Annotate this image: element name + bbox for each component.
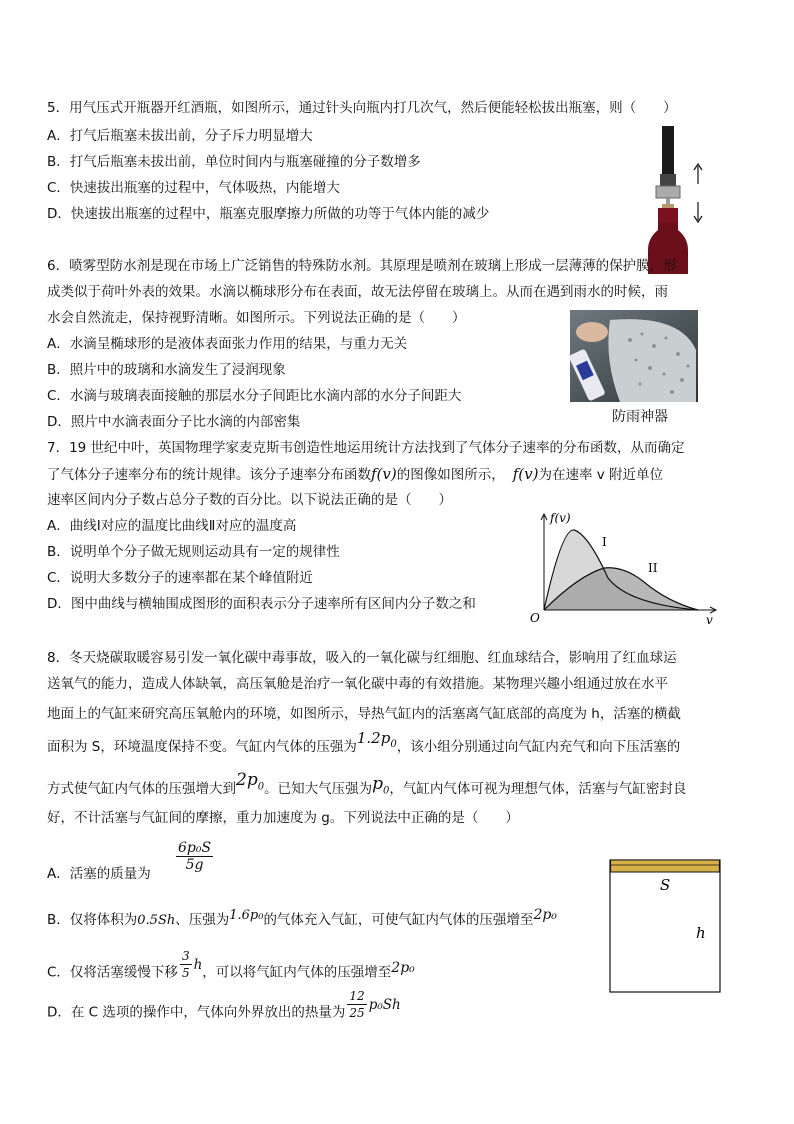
q8-line-6: 好，不计活塞与气缸间的摩擦，重力加速度为 g。下列说法中正确的是（ ） bbox=[47, 810, 519, 826]
q8-option-c-fraction: $\frac{3}{5}$ bbox=[181, 949, 190, 980]
q7-line-3: 速率区间内分子数占总分子数的百分比。以下说法正确的是（ ） bbox=[47, 492, 452, 508]
q8-option-c: C．仅将活塞缓慢下移 $\frac{3}{5}$ h，可以将气缸内气体的压强增至2p₀ bbox=[47, 949, 415, 981]
piston-area-label: S bbox=[660, 876, 671, 894]
q6-stem-line-3: 水会自然流走，保持视野清晰。如图所示。下列说法正确的是（ ） bbox=[47, 310, 466, 326]
q6-stem-line-2: 成类似于荷叶外表的效果。水滴以椭球形分布在表面，故无法停留在玻璃上。从而在遇到雨水的时候，雨 bbox=[47, 284, 668, 300]
q6-option-b: B．照片中的玻璃和水滴发生了浸润现象 bbox=[47, 362, 286, 378]
height-label: h bbox=[696, 924, 706, 942]
q7-line-2-text-c: 为在速率 v 附近单位 bbox=[538, 467, 664, 483]
q8-line-1: 8．冬天烧碳取暖容易引发一氧化碳中毒事故，吸入的一氧化碳与红细胞、红血球结合，影响用了红血球运 bbox=[47, 650, 677, 666]
q6-option-c: C．水滴与玻璃表面接触的那层水分子间距比水滴内部的水分子间距大 bbox=[47, 388, 462, 404]
q5-stem: 5．用气压式开瓶器开红酒瓶，如图所示，通过针头向瓶内打几次气，然后便能轻松拔出瓶塞，则（ ） bbox=[47, 100, 677, 116]
curve-ii-label: II bbox=[648, 561, 658, 575]
q5-option-c: C．快速拔出瓶塞的过程中，气体吸热，内能增大 bbox=[47, 180, 340, 196]
q8-option-a bbox=[47, 864, 151, 884]
q7-line-2 bbox=[47, 464, 663, 485]
q6-stem-line-1: 6．喷雾型防水剂是现在市场上广泛销售的特殊防水剂。其原理是喷剂在玻璃上形成一层薄薄的保护膜，形 bbox=[47, 258, 677, 274]
q7-fv-symbol: f(v) bbox=[371, 465, 397, 483]
graph-xlabel: v bbox=[706, 613, 713, 626]
q7-option-d: D．图中曲线与横轴围成图形的面积表示分子速率所有区间内分子数之和 bbox=[47, 596, 476, 612]
q8-line-4 bbox=[47, 729, 681, 763]
q5-option-b: B．打气后瓶塞未拔出前，单位时间内与瓶塞碰撞的分子数增多 bbox=[47, 154, 421, 170]
wine-opener-figure bbox=[648, 126, 708, 276]
q8-line-3: 地面上的气缸来研究高压氧舱内的环境，如图所示，导热气缸内的活塞离气缸底部的高度为 h，活塞的横截 bbox=[47, 706, 681, 722]
q8-option-b: B．仅将体积为0.5Sh、压强为1.6p₀的气体充入气缸，可使气缸内气体的压强增至2p₀ bbox=[47, 907, 557, 928]
q8-pressure-p0: $p_0$ bbox=[372, 774, 390, 797]
gas-cylinder-figure bbox=[606, 852, 724, 996]
q8-pressure-1-2p0: $1.2p_0$ bbox=[356, 729, 397, 750]
q8-option-a-text: A．活塞的质量为 bbox=[47, 866, 151, 882]
q7-line-2-text-a: 了气体分子速率分布的统计规律。该分子速率分布函数 bbox=[47, 467, 371, 483]
q8-option-d-fraction: $\frac{12}{25}$ bbox=[349, 989, 365, 1020]
q6-option-a: A．水滴呈椭球形的是液体表面张力作用的结果，与重力无关 bbox=[47, 336, 408, 352]
graph-ylabel: f(v) bbox=[550, 511, 571, 525]
curve-i-label: I bbox=[602, 535, 607, 549]
q8-pressure-2p0: $2p_0$ bbox=[236, 770, 265, 793]
q7-option-c: C．说明大多数分子的速率都在某个峰值附近 bbox=[47, 570, 313, 586]
q7-line-2-text-b: 的图像如图所示， bbox=[396, 467, 505, 483]
q7-fv-symbol-2: f(v) bbox=[512, 465, 539, 483]
rain-repellent-photo bbox=[570, 310, 698, 402]
speed-distribution-graph bbox=[528, 508, 724, 626]
q8-line-4-text-b: ，该小组分别通过向气缸内充气和向下压活塞的 bbox=[396, 739, 681, 755]
q8-line-5-text-b: 。已知大气压强为 bbox=[264, 781, 373, 797]
q8-line-4-text-a: 面积为 S，环境温度保持不变。气缸内气体的压强为 bbox=[47, 739, 357, 755]
q7-option-a: A．曲线Ⅰ对应的温度比曲线Ⅱ对应的温度高 bbox=[47, 518, 297, 534]
q5-option-d: D．快速拔出瓶塞的过程中，瓶塞克服摩擦力所做的功等于气体内能的减少 bbox=[47, 206, 490, 222]
q8-option-d: D．在 C 选项的操作中，气体向外界放出的热量为 $\frac{12}{25}$ p₀Sh bbox=[47, 989, 401, 1021]
q8-line-5-text-c: ，气缸内气体可视为理想气体，活塞与气缸密封良 bbox=[389, 781, 687, 797]
q8-option-a-fraction: $\frac{\text{6p₀S}}{5g}$ bbox=[178, 840, 212, 873]
q7-option-b: B．说明单个分子做无规则运动具有一定的规律性 bbox=[47, 544, 340, 560]
q5-option-a: A．打气后瓶塞未拔出前，分子斥力明显增大 bbox=[47, 128, 313, 144]
q7-line-1: 7．19 世纪中叶，英国物理学家麦克斯韦创造性地运用统计方法找到了气体分子速率的分布函数，从而确定 bbox=[47, 440, 685, 456]
graph-origin: O bbox=[530, 611, 540, 625]
q8-line-5-text-a: 方式使气缸内气体的压强增大到 bbox=[47, 781, 236, 797]
q8-line-5 bbox=[47, 770, 687, 805]
photo-caption: 防雨神器 bbox=[612, 409, 668, 425]
q8-line-2: 送氧气的能力，造成人体缺氧，高压氧舱是治疗一氧化碳中毒的有效措施。某物理兴趣小组通过放在水平 bbox=[47, 676, 668, 692]
q6-option-d: D．照片中水滴表面分子比水滴的内部密集 bbox=[47, 414, 301, 430]
